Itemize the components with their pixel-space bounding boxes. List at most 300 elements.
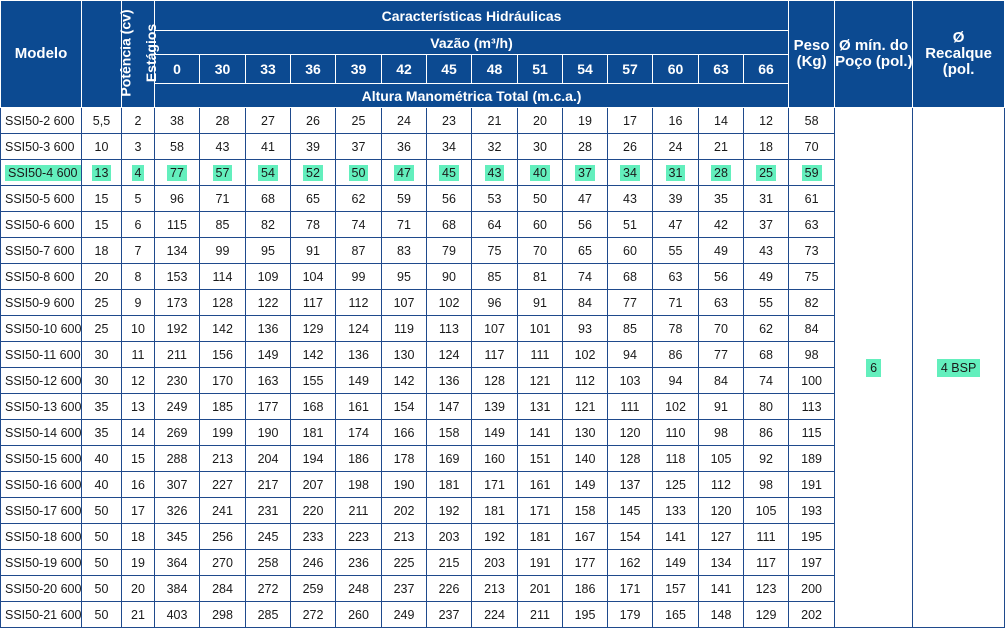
head-cell: 192 [472,524,518,550]
head-cell: 112 [699,472,744,498]
model-cell-value: SSI50-4 600 [5,165,81,181]
model-cell: SSI50-2 600 [1,108,82,134]
head-cell: 129 [744,602,789,628]
head-cell: 102 [653,394,699,420]
head-cell: 56 [699,264,744,290]
head-cell-value: 34 [620,165,640,181]
head-cell-value: 52 [303,165,323,181]
head-cell: 112 [563,368,608,394]
head-cell: 198 [336,472,382,498]
head-cell [608,160,653,186]
head-cell [336,160,382,186]
model-cell: SSI50-12 600 [1,368,82,394]
model-cell: SSI50-21 600 [1,602,82,628]
head-cell: 95 [246,238,291,264]
head-cell: 59 [382,186,427,212]
head-cell: 53 [472,186,518,212]
stages-cell: 21 [122,602,155,628]
head-cell: 139 [472,394,518,420]
head-cell: 90 [427,264,472,290]
head-cell: 213 [200,446,246,472]
stages-cell: 15 [122,446,155,472]
head-cell: 34 [427,134,472,160]
head-cell: 211 [518,602,563,628]
head-cell: 154 [382,394,427,420]
weight-cell-value: 59 [802,165,822,181]
head-cell: 246 [291,550,336,576]
head-cell: 166 [382,420,427,446]
head-cell: 177 [246,394,291,420]
model-cell: SSI50-15 600 [1,446,82,472]
head-cell: 130 [382,342,427,368]
head-cell: 165 [653,602,699,628]
head-cell: 141 [653,524,699,550]
head-cell: 43 [608,186,653,212]
head-cell: 21 [699,134,744,160]
head-cell-value: 50 [349,165,369,181]
power-cell: 35 [82,394,122,420]
head-cell: 224 [472,602,518,628]
flow-header-cell: 30 [200,55,246,84]
head-cell: 32 [472,134,518,160]
head-cell: 195 [563,602,608,628]
poco-cell [835,108,913,628]
head-cell: 18 [744,134,789,160]
head-cell-value: 25 [756,165,776,181]
head-cell: 154 [608,524,653,550]
table-body [1,108,1005,628]
head-cell: 21 [472,108,518,134]
head-cell: 326 [155,498,200,524]
model-cell: SSI50-3 600 [1,134,82,160]
flow-header-cell: 39 [336,55,382,84]
head-cell: 28 [200,108,246,134]
head-cell: 74 [563,264,608,290]
head-cell: 211 [155,342,200,368]
head-cell: 26 [608,134,653,160]
model-cell: SSI50-11 600 [1,342,82,368]
head-cell: 220 [291,498,336,524]
head-cell: 226 [427,576,472,602]
model-cell: SSI50-16 600 [1,472,82,498]
head-cell: 56 [427,186,472,212]
head-cell: 191 [518,550,563,576]
head-cell: 384 [155,576,200,602]
stages-cell [122,160,155,186]
head-cell: 109 [246,264,291,290]
weight-cell: 197 [789,550,835,576]
head-cell: 103 [608,368,653,394]
head-cell: 80 [744,394,789,420]
head-cell: 83 [382,238,427,264]
power-cell: 30 [82,368,122,394]
weight-cell: 75 [789,264,835,290]
head-cell: 142 [291,342,336,368]
stages-cell-value: 4 [132,165,145,181]
head-cell: 47 [563,186,608,212]
power-cell [82,160,122,186]
power-cell: 35 [82,420,122,446]
head-cell: 163 [246,368,291,394]
flow-header-cell: 54 [563,55,608,84]
head-cell: 364 [155,550,200,576]
weight-cell [789,160,835,186]
power-cell: 50 [82,524,122,550]
model-cell: SSI50-9 600 [1,290,82,316]
head-cell: 99 [200,238,246,264]
head-cell: 63 [653,264,699,290]
peso-line2: (Kg) [796,53,827,70]
head-cell: 27 [246,108,291,134]
stages-cell: 19 [122,550,155,576]
head-cell: 231 [246,498,291,524]
head-cell: 96 [472,290,518,316]
model-cell: SSI50-18 600 [1,524,82,550]
head-cell: 36 [382,134,427,160]
head-cell: 269 [155,420,200,446]
head-cell: 270 [200,550,246,576]
head-cell: 118 [653,446,699,472]
head-cell: 25 [336,108,382,134]
stages-cell: 20 [122,576,155,602]
head-cell: 31 [744,186,789,212]
head-cell [246,160,291,186]
head-cell: 24 [653,134,699,160]
head-cell: 115 [155,212,200,238]
head-cell: 285 [246,602,291,628]
weight-cell: 98 [789,342,835,368]
head-cell: 199 [200,420,246,446]
head-cell: 85 [472,264,518,290]
head-cell: 14 [699,108,744,134]
head-cell [472,160,518,186]
stages-cell: 9 [122,290,155,316]
head-cell: 82 [246,212,291,238]
head-cell: 121 [563,394,608,420]
flow-header-cell: 57 [608,55,653,84]
head-cell: 51 [608,212,653,238]
power-cell: 18 [82,238,122,264]
head-cell: 192 [427,498,472,524]
stages-cell: 13 [122,394,155,420]
flow-header-cell: 45 [427,55,472,84]
head-cell: 298 [200,602,246,628]
head-cell: 65 [563,238,608,264]
head-cell: 125 [653,472,699,498]
weight-cell: 58 [789,108,835,134]
head-cell [518,160,563,186]
head-cell: 107 [382,290,427,316]
head-cell-value: 40 [530,165,550,181]
head-cell: 60 [518,212,563,238]
flow-header-cell: 48 [472,55,518,84]
head-cell: 160 [472,446,518,472]
altura-header: Altura Manométrica Total (m.c.a.) [155,84,789,108]
head-cell-value: 28 [711,165,731,181]
head-cell: 127 [699,524,744,550]
head-cell: 171 [518,498,563,524]
flow-header-cell: 60 [653,55,699,84]
head-cell: 117 [291,290,336,316]
head-cell: 236 [336,550,382,576]
potencia-label: Potência (cv) [117,9,134,97]
head-cell: 56 [563,212,608,238]
head-cell: 79 [427,238,472,264]
head-cell: 149 [653,550,699,576]
head-cell: 241 [200,498,246,524]
head-cell: 124 [427,342,472,368]
head-cell: 58 [155,134,200,160]
weight-cell: 70 [789,134,835,160]
table-header [1,1,1005,108]
power-cell-value: 13 [92,165,112,181]
head-cell: 149 [246,342,291,368]
head-cell: 68 [427,212,472,238]
head-cell: 23 [427,108,472,134]
col-header-peso [789,1,835,108]
stages-cell: 6 [122,212,155,238]
head-cell: 140 [563,446,608,472]
power-cell: 50 [82,576,122,602]
flow-header-cell: 66 [744,55,789,84]
head-cell: 114 [200,264,246,290]
head-cell: 256 [200,524,246,550]
head-cell: 35 [699,186,744,212]
head-cell: 170 [200,368,246,394]
power-cell: 50 [82,498,122,524]
head-cell: 137 [608,472,653,498]
head-cell: 155 [291,368,336,394]
head-cell: 105 [699,446,744,472]
stages-cell: 16 [122,472,155,498]
head-cell: 130 [563,420,608,446]
head-cell: 181 [518,524,563,550]
head-cell: 147 [427,394,472,420]
weight-cell: 189 [789,446,835,472]
power-cell: 5,5 [82,108,122,134]
head-cell-value: 54 [258,165,278,181]
head-cell: 215 [427,550,472,576]
weight-cell: 113 [789,394,835,420]
stages-cell: 5 [122,186,155,212]
head-cell: 74 [336,212,382,238]
head-cell: 260 [336,602,382,628]
head-cell: 148 [699,602,744,628]
flow-header-cell: 33 [246,55,291,84]
head-cell: 110 [653,420,699,446]
head-cell: 94 [608,342,653,368]
head-cell: 213 [382,524,427,550]
model-cell: SSI50-7 600 [1,238,82,264]
head-cell: 96 [155,186,200,212]
head-cell: 43 [744,238,789,264]
head-cell: 123 [744,576,789,602]
head-cell: 95 [382,264,427,290]
head-cell: 62 [744,316,789,342]
head-cell: 24 [382,108,427,134]
head-cell: 17 [608,108,653,134]
head-cell: 37 [744,212,789,238]
head-cell: 181 [291,420,336,446]
head-cell-value: 43 [485,165,505,181]
flow-header-cell: 42 [382,55,427,84]
weight-cell: 200 [789,576,835,602]
head-cell: 259 [291,576,336,602]
head-cell: 223 [336,524,382,550]
head-cell: 43 [200,134,246,160]
head-cell: 68 [608,264,653,290]
head-cell: 98 [744,472,789,498]
head-cell: 181 [427,472,472,498]
head-cell: 128 [472,368,518,394]
recalque-line1: Ø [952,29,965,46]
head-cell: 71 [653,290,699,316]
head-cell: 70 [518,238,563,264]
head-cell: 186 [336,446,382,472]
head-cell: 55 [653,238,699,264]
head-cell: 62 [336,186,382,212]
head-cell: 272 [246,576,291,602]
stages-cell: 12 [122,368,155,394]
head-cell: 194 [291,446,336,472]
head-cell: 134 [699,550,744,576]
head-cell: 49 [744,264,789,290]
head-cell: 121 [518,368,563,394]
flow-header-cell: 51 [518,55,563,84]
head-cell: 39 [653,186,699,212]
head-cell: 64 [472,212,518,238]
weight-cell: 195 [789,524,835,550]
head-cell: 211 [336,498,382,524]
head-cell: 307 [155,472,200,498]
weight-cell: 202 [789,602,835,628]
head-cell: 158 [427,420,472,446]
head-cell: 37 [336,134,382,160]
head-cell [382,160,427,186]
head-cell: 19 [563,108,608,134]
power-cell: 10 [82,134,122,160]
head-cell: 113 [427,316,472,342]
model-cell: SSI50-17 600 [1,498,82,524]
head-cell: 168 [291,394,336,420]
head-cell: 131 [518,394,563,420]
head-cell: 12 [744,108,789,134]
head-cell: 85 [200,212,246,238]
head-cell: 87 [336,238,382,264]
head-cell: 141 [699,576,744,602]
head-cell: 258 [246,550,291,576]
weight-cell: 73 [789,238,835,264]
head-cell: 16 [653,108,699,134]
power-cell: 20 [82,264,122,290]
head-cell: 128 [608,446,653,472]
head-cell: 284 [200,576,246,602]
col-header-potencia [82,1,134,108]
head-cell: 91 [291,238,336,264]
stages-cell: 17 [122,498,155,524]
model-cell: SSI50-20 600 [1,576,82,602]
head-cell: 49 [699,238,744,264]
head-cell: 128 [200,290,246,316]
stages-cell: 8 [122,264,155,290]
head-cell: 20 [518,108,563,134]
head-cell: 98 [699,420,744,446]
recalque-cell [913,108,1005,628]
weight-cell: 193 [789,498,835,524]
head-cell: 153 [155,264,200,290]
head-cell: 142 [200,316,246,342]
table-row [1,108,1005,134]
head-cell: 227 [200,472,246,498]
head-cell: 107 [472,316,518,342]
head-cell: 133 [653,498,699,524]
head-cell: 248 [336,576,382,602]
head-cell: 149 [563,472,608,498]
head-cell: 92 [744,446,789,472]
head-cell: 157 [653,576,699,602]
stages-cell: 7 [122,238,155,264]
model-cell: SSI50-10 600 [1,316,82,342]
head-cell: 122 [246,290,291,316]
head-cell: 111 [608,394,653,420]
head-cell: 30 [518,134,563,160]
head-cell: 345 [155,524,200,550]
head-cell: 77 [608,290,653,316]
head-cell: 245 [246,524,291,550]
poco-line2: Poço (pol.) [835,53,913,70]
col-header-recalque [913,1,1005,108]
head-cell: 171 [608,576,653,602]
head-cell: 86 [744,420,789,446]
head-cell: 60 [608,238,653,264]
head-cell: 78 [653,316,699,342]
model-cell: SSI50-6 600 [1,212,82,238]
estagios-label: Estágios [143,23,160,83]
head-cell: 136 [336,342,382,368]
poco-line1: Ø mín. do [838,37,909,54]
head-cell: 91 [699,394,744,420]
head-cell: 237 [382,576,427,602]
head-cell: 272 [291,602,336,628]
head-cell [200,160,246,186]
model-cell: SSI50-8 600 [1,264,82,290]
head-cell: 237 [427,602,472,628]
head-cell: 149 [472,420,518,446]
head-cell: 288 [155,446,200,472]
power-cell: 25 [82,316,122,342]
head-cell: 117 [472,342,518,368]
stages-cell: 18 [122,524,155,550]
head-cell: 55 [744,290,789,316]
head-cell: 102 [427,290,472,316]
head-cell: 162 [608,550,653,576]
model-cell [1,160,82,186]
head-cell: 186 [563,576,608,602]
head-cell: 71 [382,212,427,238]
power-cell: 25 [82,290,122,316]
col-header-poco [835,1,913,108]
head-cell: 111 [518,342,563,368]
head-cell: 75 [472,238,518,264]
head-cell: 171 [472,472,518,498]
head-cell [563,160,608,186]
head-cell-value: 47 [394,165,414,181]
head-cell-value: 37 [575,165,595,181]
head-cell: 156 [200,342,246,368]
head-cell: 145 [608,498,653,524]
head-cell: 203 [427,524,472,550]
head-cell: 85 [608,316,653,342]
